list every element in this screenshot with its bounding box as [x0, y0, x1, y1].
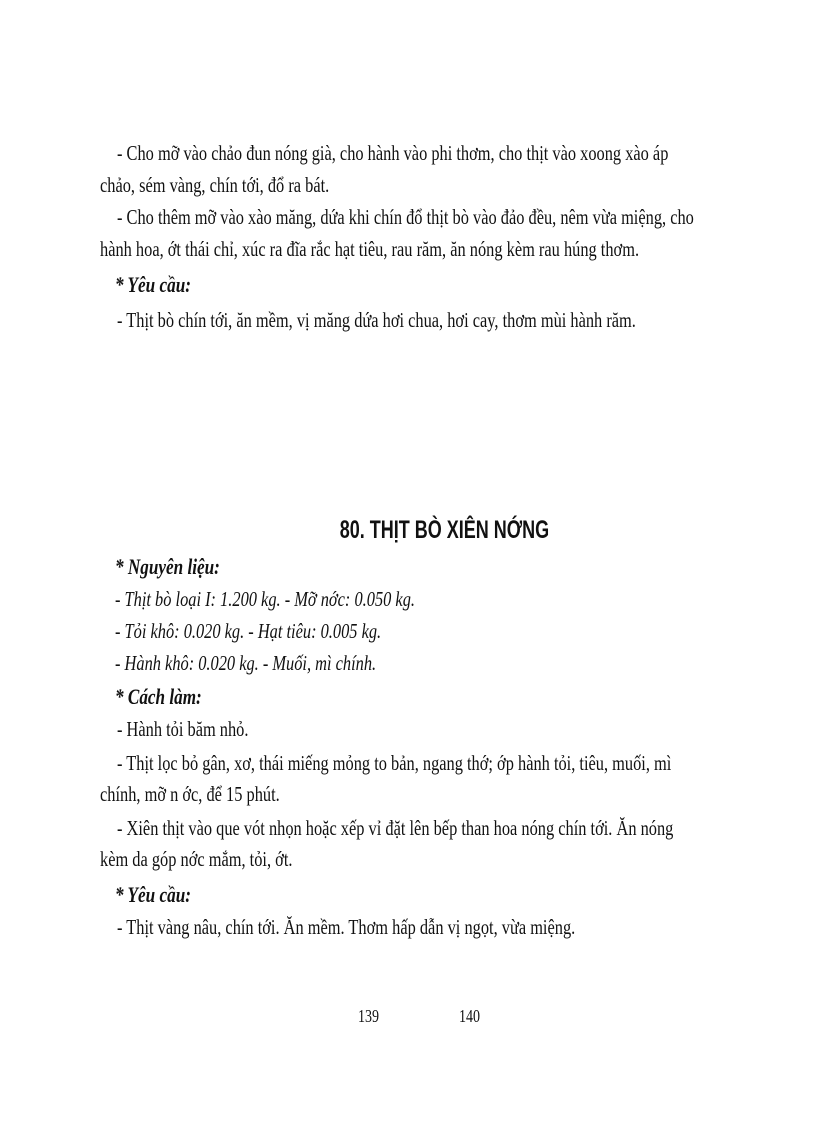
requirement-text: - Thịt vàng nâu, chín tới. Ăn mềm. Thơm hấp dẫn vị ngọt, vừa miệng. [117, 915, 576, 939]
paragraph-line: - Cho thêm mỡ vào xào măng, dứa khi chín đổ thịt bò vào đảo đều, nêm vừa miệng, cho [117, 205, 694, 229]
recipe-title [0, 516, 816, 545]
method-line: kèm da góp nớc mắm, tỏi, ớt. [100, 847, 293, 871]
method-line: chính, mỡ n ớc, để 15 phút. [100, 782, 280, 806]
page-number-right: 140 [459, 1006, 481, 1026]
requirement-heading: * Yêu cầu: [115, 882, 191, 907]
requirement-text: - Thịt bò chín tới, ăn mềm, vị măng dứa hơi chua, hơi cay, thơm mùi hành răm. [117, 308, 636, 332]
ingredient-line: - Tỏi khô: 0.020 kg. - Hạt tiêu: 0.005 kg. [115, 619, 382, 643]
method-heading: * Cách làm: [115, 684, 202, 709]
method-line: - Thịt lọc bỏ gân, xơ, thái miếng mỏng to bản, ngang thớ; ớp hành tỏi, tiêu, muối, mì [117, 751, 672, 775]
paragraph-line: chảo, sém vàng, chín tới, đổ ra bát. [100, 173, 330, 197]
method-line: - Xiên thịt vào que vót nhọn hoặc xếp vỉ đặt lên bếp than hoa nóng chín tới. Ăn nóng [117, 816, 674, 840]
recipe-title-text: 80. THỊT BÒ XIÊN NỚNG [339, 516, 549, 544]
page-number-left: 139 [358, 1006, 380, 1026]
ingredient-line: - Thịt bò loại I: 1.200 kg. - Mỡ nớc: 0.050 kg. [115, 587, 415, 611]
paragraph-line: - Cho mỡ vào chảo đun nóng già, cho hành vào phi thơm, cho thịt vào xoong xào áp [117, 141, 669, 165]
ingredient-line: - Hành khô: 0.020 kg. - Muối, mì chính. [115, 651, 377, 675]
method-line: - Hành tỏi băm nhỏ. [117, 717, 249, 741]
ingredients-heading: * Nguyên liệu: [115, 554, 220, 579]
paragraph-line: hành hoa, ớt thái chỉ, xúc ra đĩa rắc hạt tiêu, rau răm, ăn nóng kèm rau húng thơm. [100, 237, 640, 261]
requirement-heading: * Yêu cầu: [115, 272, 191, 297]
